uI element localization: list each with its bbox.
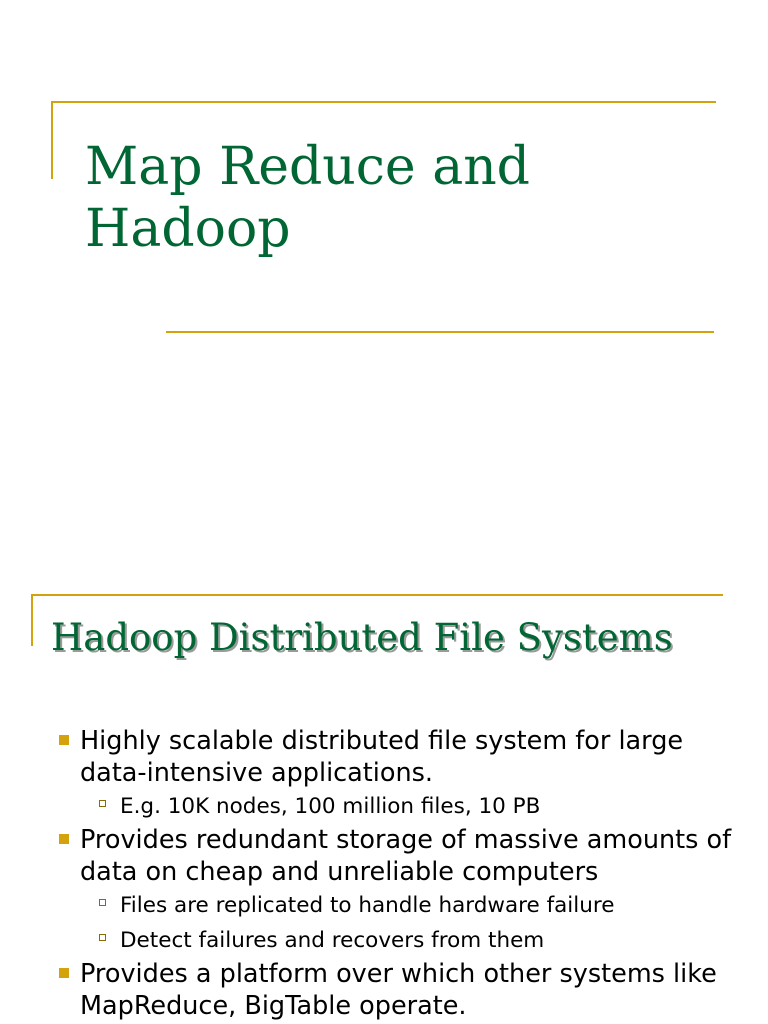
slide-hdfs — [0, 560, 768, 1024]
sub-bullet-item — [0, 789, 768, 824]
sub-bullet-text: Detect failures and recovers from them — [120, 928, 545, 953]
slide-title-text: Map Reduce and Hadoop — [85, 137, 530, 259]
bullet-list — [0, 725, 768, 1022]
bullet-item — [0, 824, 768, 888]
left-accent-line — [31, 594, 33, 646]
sub-bullet-text: Files are replicated to handle hardware failure — [120, 893, 615, 918]
bottom-accent-line — [166, 331, 714, 333]
hollow-square-bullet-icon — [99, 934, 106, 941]
square-bullet-icon — [59, 968, 69, 978]
sub-bullet-item — [0, 923, 768, 958]
bullet-item — [0, 958, 768, 1022]
slide-heading: Hadoop Distributed File Systems — [51, 616, 673, 659]
sub-bullet-item — [0, 888, 768, 923]
sub-bullet-text: E.g. 10K nodes, 100 million files, 10 PB — [120, 794, 541, 819]
bullet-text: Highly scalable distributed file system for large data-intensive applications. — [80, 726, 684, 788]
square-bullet-icon — [59, 735, 69, 745]
left-accent-line — [51, 101, 53, 179]
bullet-item — [0, 725, 768, 789]
hollow-square-bullet-icon — [99, 800, 106, 807]
top-accent-line — [31, 594, 723, 596]
hollow-square-bullet-icon — [99, 899, 106, 906]
bullet-text: Provides a platform over which other systems like MapReduce, BigTable operate. — [80, 959, 717, 1021]
square-bullet-icon — [59, 834, 69, 844]
top-accent-line — [51, 101, 716, 103]
bullet-text: Provides redundant storage of massive amounts of data on cheap and unreliable computers — [80, 825, 732, 887]
